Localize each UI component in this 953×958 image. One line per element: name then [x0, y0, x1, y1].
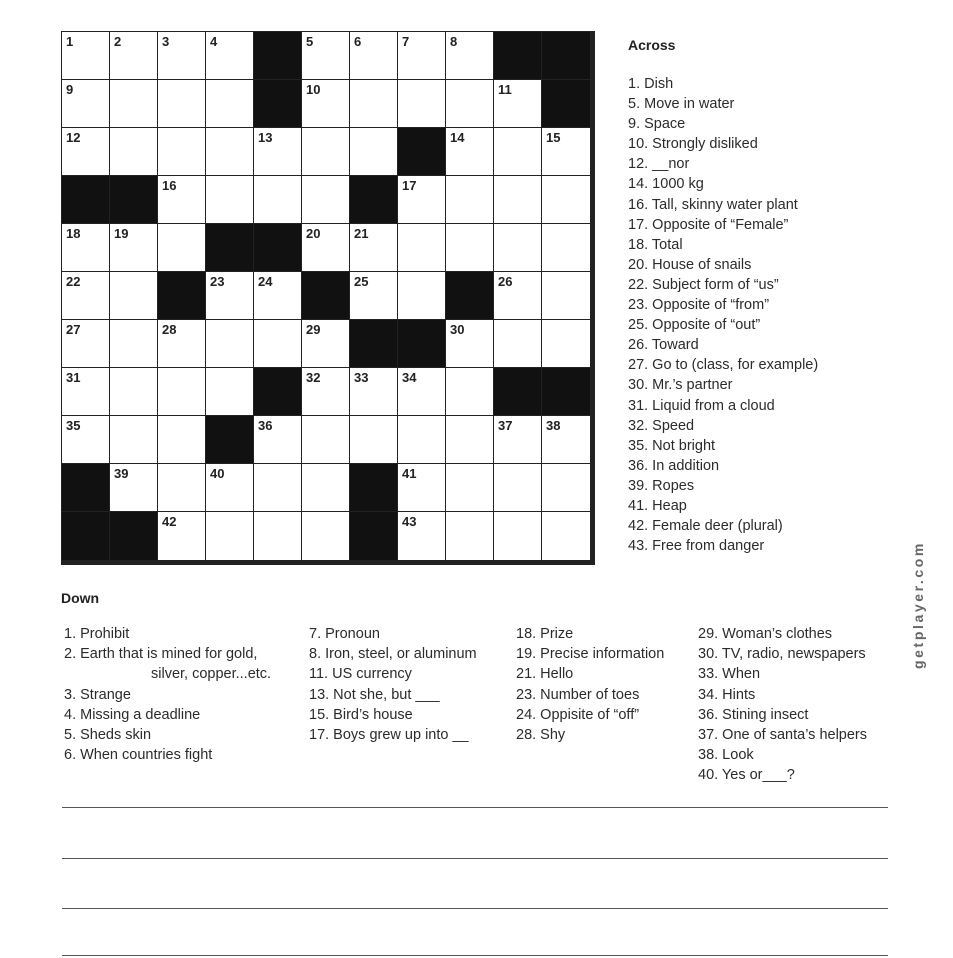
black-square [398, 320, 446, 368]
black-square [494, 32, 542, 80]
across-clue: 25. Opposite of “out” [628, 317, 761, 334]
down-clue-text: 23. Number of toes [516, 686, 640, 703]
clue-number: 24 [258, 274, 273, 289]
grid-cell[interactable] [398, 512, 446, 560]
clue-number: 7 [402, 34, 410, 49]
black-square [542, 368, 590, 416]
grid-cell[interactable] [302, 368, 350, 416]
across-clue: 23. Opposite of “from” [628, 297, 770, 314]
grid-cell[interactable] [110, 32, 158, 80]
down-clue [698, 725, 867, 745]
clue-number: 28 [162, 322, 177, 337]
clue-number: 5 [306, 34, 314, 49]
grid-cell[interactable] [446, 464, 494, 512]
grid-cell[interactable] [206, 176, 254, 224]
clue-number: 25 [354, 274, 369, 289]
grid-cell[interactable] [62, 368, 110, 416]
clue-number: 21 [354, 226, 369, 241]
writing-line-3 [62, 908, 888, 909]
grid-cell[interactable] [254, 128, 302, 176]
down-clue [64, 705, 271, 725]
grid-cell[interactable] [254, 272, 302, 320]
clue-number: 32 [306, 370, 321, 385]
black-square [446, 272, 494, 320]
grid-cell[interactable] [62, 224, 110, 272]
grid-cell[interactable] [446, 224, 494, 272]
down-clue [309, 685, 477, 705]
grid-cell[interactable] [110, 320, 158, 368]
grid-cell[interactable] [206, 32, 254, 80]
grid-cell[interactable] [206, 320, 254, 368]
down-clue [309, 644, 477, 664]
grid-cell[interactable] [542, 224, 590, 272]
grid-cell[interactable] [158, 464, 206, 512]
clue-number: 31 [66, 370, 81, 385]
black-square [254, 32, 302, 80]
grid-cell[interactable] [158, 368, 206, 416]
across-clue: 5. Move in water [628, 96, 735, 113]
clue-number: 43 [402, 514, 417, 529]
down-clue-text: 29. Woman’s clothes [698, 626, 833, 642]
clue-number: 38 [546, 418, 561, 433]
grid-cell[interactable] [302, 416, 350, 464]
grid-cell[interactable] [398, 80, 446, 128]
across-clue: 22. Subject form of “us” [628, 276, 779, 293]
down-clue [309, 705, 477, 725]
grid-cell[interactable] [494, 80, 542, 128]
grid-cell[interactable] [446, 80, 494, 128]
down-clue [516, 685, 664, 705]
clue-number: 36 [258, 418, 273, 433]
clue-number: 11 [498, 82, 512, 97]
grid-cell[interactable] [398, 272, 446, 320]
across-clue: 30. Mr.’s partner [628, 377, 733, 394]
across-heading: Across [628, 37, 676, 53]
grid-cell[interactable] [62, 272, 110, 320]
grid-cell[interactable] [158, 416, 206, 464]
down-clue-column-3 [516, 624, 664, 745]
across-clue: 35. Not bright [628, 437, 716, 454]
grid-cell[interactable] [254, 176, 302, 224]
down-clue [698, 624, 867, 644]
grid-cell[interactable] [302, 80, 350, 128]
clue-number: 18 [66, 226, 81, 241]
down-clue-column-2 [309, 624, 477, 745]
down-clue [698, 745, 867, 765]
grid-cell[interactable] [446, 320, 494, 368]
down-clue [698, 705, 867, 725]
writing-line-2 [62, 858, 888, 859]
black-square [302, 272, 350, 320]
black-square [62, 512, 110, 560]
grid-cell[interactable] [158, 224, 206, 272]
writing-line-4 [62, 955, 888, 956]
down-clue-text: 8. Iron, steel, or aluminum [309, 646, 477, 663]
across-clue: 39. Ropes [628, 477, 695, 494]
grid-cell[interactable] [254, 464, 302, 512]
black-square [542, 80, 590, 128]
grid-cell[interactable] [302, 512, 350, 560]
across-clue: 41. Heap [628, 497, 687, 514]
across-clue: 17. Opposite of “Female” [628, 216, 789, 233]
down-clue [516, 644, 664, 664]
grid-cell[interactable] [542, 128, 590, 176]
down-clue-text: 17. Boys grew up into __ [309, 727, 469, 744]
grid-cell[interactable] [302, 32, 350, 80]
down-clue-text: 30. TV, radio, newspapers [698, 646, 866, 663]
down-clue-text: 1. Prohibit [64, 626, 130, 642]
grid-cell[interactable] [542, 272, 590, 320]
grid-cell[interactable] [542, 512, 590, 560]
down-clue [64, 725, 271, 745]
grid-cell[interactable] [158, 128, 206, 176]
grid-cell[interactable] [350, 368, 398, 416]
down-clue [64, 624, 271, 644]
down-clue [309, 624, 477, 644]
black-square [110, 512, 158, 560]
grid-cell[interactable] [206, 512, 254, 560]
across-clue-list [628, 74, 818, 556]
across-clue: 12. __nor [628, 156, 690, 173]
across-clue: 1. Dish [628, 76, 674, 92]
down-clue [309, 664, 477, 684]
down-clue-text: 36. Stining insect [698, 706, 809, 723]
clue-number: 8 [450, 34, 458, 49]
down-clue-text: 33. When [698, 666, 761, 683]
across-clue: 42. Female deer (plural) [628, 518, 783, 535]
grid-cell[interactable] [494, 512, 542, 560]
grid-cell[interactable] [110, 224, 158, 272]
grid-cell[interactable] [254, 512, 302, 560]
black-square [62, 464, 110, 512]
down-clue-text: 38. Look [698, 747, 754, 764]
grid-cell[interactable] [110, 368, 158, 416]
clue-number: 40 [210, 466, 225, 481]
grid-cell[interactable] [494, 416, 542, 464]
clue-number: 30 [450, 322, 465, 337]
down-clue-continuation: silver, copper...etc. [151, 666, 272, 683]
down-clue-text: 37. One of santa’s helpers [698, 727, 868, 744]
grid-cell[interactable] [542, 320, 590, 368]
grid-cell[interactable] [254, 416, 302, 464]
down-clue-text: 24. Oppisite of “off” [516, 706, 640, 723]
across-clue: 9. Space [628, 116, 686, 133]
grid-cell[interactable] [158, 32, 206, 80]
black-square [62, 176, 110, 224]
grid-cell[interactable] [206, 128, 254, 176]
grid-cell[interactable] [110, 464, 158, 512]
down-clue-text: 6. When countries fight [64, 747, 213, 764]
grid-cell[interactable] [62, 416, 110, 464]
clue-number: 42 [162, 514, 177, 529]
grid-cell[interactable] [494, 272, 542, 320]
grid-cell[interactable] [446, 368, 494, 416]
clue-number: 41 [402, 466, 417, 481]
grid-cell[interactable] [446, 176, 494, 224]
clue-number: 29 [306, 322, 321, 337]
grid-cell[interactable] [494, 224, 542, 272]
down-clue-text: 2. Earth that is mined for gold, [64, 646, 258, 663]
crossword-grid [61, 31, 595, 565]
clue-number: 2 [114, 34, 122, 49]
clue-number: 39 [114, 466, 129, 481]
grid-cell[interactable] [158, 512, 206, 560]
clue-number: 19 [114, 226, 129, 241]
grid-cell[interactable] [62, 80, 110, 128]
clue-number: 20 [306, 226, 321, 241]
grid-cell[interactable] [158, 80, 206, 128]
clue-number: 9 [66, 82, 74, 97]
grid-cell[interactable] [110, 128, 158, 176]
clue-number: 14 [450, 130, 465, 145]
across-clue: 26. Toward [628, 337, 699, 354]
black-square [398, 128, 446, 176]
black-square [254, 80, 302, 128]
grid-cell[interactable] [542, 464, 590, 512]
grid-cell[interactable] [254, 320, 302, 368]
clue-number: 15 [546, 130, 561, 145]
down-clue-text: 21. Hello [516, 666, 574, 683]
grid-cell[interactable] [542, 416, 590, 464]
clue-number: 23 [210, 274, 225, 289]
across-clue: 20. House of snails [628, 256, 752, 273]
down-clue [698, 644, 867, 664]
black-square [254, 224, 302, 272]
grid-cell[interactable] [110, 416, 158, 464]
clue-number: 17 [402, 178, 417, 193]
black-square [158, 272, 206, 320]
grid-cell[interactable] [446, 128, 494, 176]
grid-cell[interactable] [446, 512, 494, 560]
down-clue [698, 685, 867, 705]
grid-cell[interactable] [110, 272, 158, 320]
down-clue-text: 3. Strange [64, 686, 131, 703]
down-clue-text: 19. Precise information [516, 646, 665, 663]
grid-cell[interactable] [302, 176, 350, 224]
grid-cell[interactable] [302, 464, 350, 512]
clue-number: 10 [306, 82, 321, 97]
down-clue-text: 28. Shy [516, 727, 566, 744]
grid-cell[interactable] [398, 464, 446, 512]
black-square [350, 464, 398, 512]
grid-cell[interactable] [206, 80, 254, 128]
down-heading: Down [61, 590, 100, 606]
across-clue: 36. In addition [628, 457, 720, 474]
down-clue [516, 705, 664, 725]
grid-cell[interactable] [398, 176, 446, 224]
grid-cell[interactable] [350, 32, 398, 80]
grid-cell[interactable] [398, 32, 446, 80]
down-clue-text: 34. Hints [698, 686, 756, 703]
grid-cell[interactable] [350, 80, 398, 128]
down-clue [516, 624, 664, 644]
clue-number: 27 [66, 322, 81, 337]
black-square [350, 176, 398, 224]
black-square [350, 512, 398, 560]
clue-number: 33 [354, 370, 369, 385]
across-clue: 27. Go to (class, for example) [628, 357, 819, 374]
grid-cell[interactable] [350, 416, 398, 464]
grid-cell[interactable] [158, 176, 206, 224]
clue-number: 34 [402, 370, 417, 385]
grid-cell[interactable] [62, 32, 110, 80]
across-clue: 14. 1000 kg [628, 176, 704, 193]
black-square [206, 224, 254, 272]
down-clue [698, 664, 867, 684]
grid-cell[interactable] [446, 416, 494, 464]
grid-cell[interactable] [350, 224, 398, 272]
grid-cell[interactable] [350, 128, 398, 176]
across-clue: 32. Speed [628, 417, 695, 434]
black-square [254, 368, 302, 416]
down-clue-column-4 [698, 624, 867, 786]
grid-cell[interactable] [302, 128, 350, 176]
black-square [110, 176, 158, 224]
across-clue: 31. Liquid from a cloud [628, 397, 775, 414]
clue-number: 13 [258, 130, 273, 145]
down-clue-text: 15. Bird’s house [309, 706, 413, 723]
grid-cell[interactable] [302, 224, 350, 272]
grid-cell[interactable] [110, 80, 158, 128]
writing-line-1 [62, 807, 888, 808]
grid-cell[interactable] [206, 464, 254, 512]
down-clue-text: 7. Pronoun [309, 626, 380, 642]
grid-cell[interactable] [398, 416, 446, 464]
clue-number: 4 [210, 34, 218, 49]
down-clue-text: 13. Not she, but ___ [309, 686, 440, 703]
grid-cell[interactable] [494, 464, 542, 512]
grid-cell[interactable] [446, 32, 494, 80]
down-clue-text: 5. Sheds skin [64, 727, 152, 744]
down-clue [309, 725, 477, 745]
down-clue-text: 4. Missing a deadline [64, 706, 201, 723]
down-clue [64, 745, 271, 765]
grid-cell[interactable] [302, 320, 350, 368]
clue-number: 3 [162, 34, 170, 49]
grid-cell[interactable] [62, 320, 110, 368]
down-clue-text: 11. US currency [309, 666, 412, 683]
down-clue [64, 685, 271, 705]
clue-number: 22 [66, 274, 81, 289]
across-clue: 10. Strongly disliked [628, 136, 758, 153]
black-square [542, 32, 590, 80]
clue-number: 6 [354, 34, 362, 49]
clue-number: 35 [66, 418, 81, 433]
grid-cell[interactable] [206, 272, 254, 320]
grid-cell[interactable] [494, 320, 542, 368]
grid-cell[interactable] [206, 368, 254, 416]
clue-number: 12 [66, 130, 81, 145]
clue-number: 16 [162, 178, 177, 193]
grid-cell[interactable] [542, 176, 590, 224]
black-square [206, 416, 254, 464]
black-square [350, 320, 398, 368]
grid-cell[interactable] [494, 128, 542, 176]
down-clue-column-1 [64, 624, 271, 765]
down-clue [64, 644, 271, 684]
down-clue [516, 725, 664, 745]
down-clue [698, 765, 867, 785]
watermark-text: getplayer.com [910, 541, 926, 669]
across-clue: 16. Tall, skinny water plant [628, 196, 798, 213]
grid-cell[interactable] [398, 368, 446, 416]
across-clue: 43. Free from danger [628, 538, 765, 555]
grid-cell[interactable] [494, 176, 542, 224]
clue-number: 1 [66, 34, 74, 49]
grid-cell[interactable] [158, 320, 206, 368]
down-clue-text: 40. Yes or___? [698, 767, 795, 784]
clue-number: 37 [498, 418, 513, 433]
across-clue: 18. Total [628, 236, 683, 253]
grid-cell[interactable] [398, 224, 446, 272]
clue-number: 26 [498, 274, 513, 289]
black-square [494, 368, 542, 416]
grid-cell[interactable] [62, 128, 110, 176]
down-clue [516, 664, 664, 684]
down-clue-text: 18. Prize [516, 626, 574, 642]
grid-cell[interactable] [350, 272, 398, 320]
